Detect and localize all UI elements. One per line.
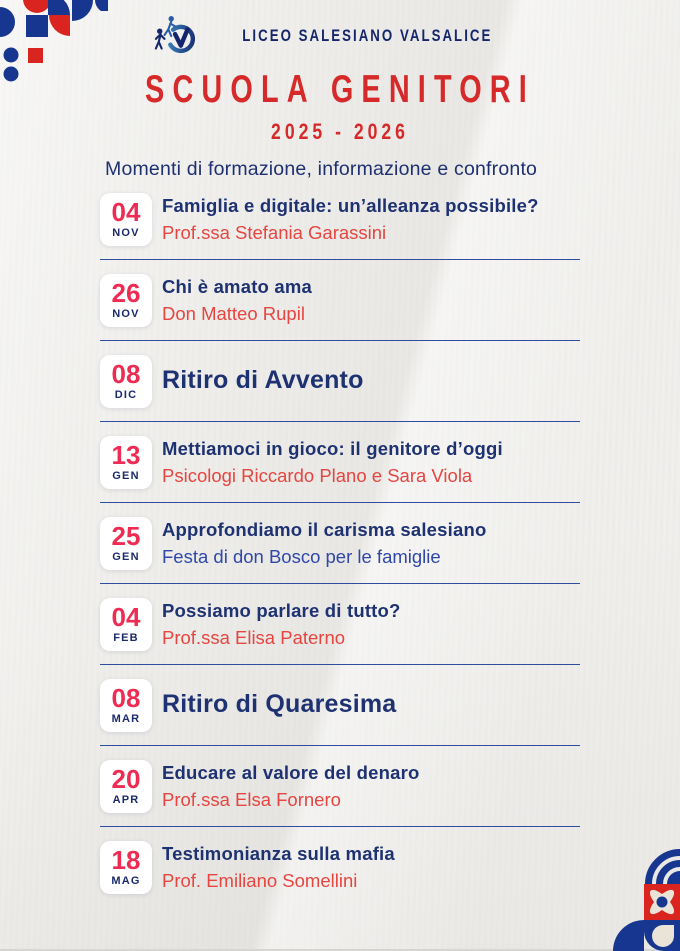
event-date-badge — [100, 679, 152, 732]
event-divider — [100, 583, 580, 584]
event-day: 13 — [111, 440, 141, 470]
event-text — [162, 275, 580, 324]
event-divider — [100, 664, 580, 665]
event-day: 04 — [111, 602, 141, 632]
event-text — [162, 842, 580, 891]
event-title: Ritiro di Quaresima — [162, 690, 397, 719]
brand-row — [0, 14, 680, 58]
event-text — [162, 437, 580, 486]
event-text — [162, 761, 580, 810]
event-speaker: Prof.ssa Elisa Paterno — [162, 626, 346, 648]
event-date-badge — [100, 760, 152, 813]
event-text — [162, 599, 580, 648]
event-title: Famiglia e digitale: un’alleanza possibile? — [162, 195, 539, 217]
event-title: Mettiamoci in gioco: il genitore d’oggi — [162, 438, 503, 460]
event-title: Ritiro di Avvento — [162, 366, 364, 395]
event-day: 20 — [111, 764, 141, 794]
events-list — [100, 188, 580, 898]
event-speaker: Prof.ssa Elsa Fornero — [162, 788, 341, 810]
geometric-corner-pattern-icon — [610, 845, 680, 951]
event-text — [162, 194, 580, 243]
event-month: APR — [112, 794, 140, 806]
event-divider — [100, 259, 580, 260]
event-title: Educare al valore del denaro — [162, 762, 420, 784]
school-logo-climbing-figures-swoosh-icon — [153, 14, 201, 58]
event-divider — [100, 340, 580, 341]
tagline: Momenti di formazione, informazione e confronto — [105, 158, 538, 180]
event-month: MAR — [111, 713, 141, 725]
event-month: MAG — [111, 875, 141, 887]
event-row — [100, 269, 580, 331]
event-day: 26 — [111, 278, 141, 308]
event-row — [100, 674, 580, 736]
event-date-badge — [100, 598, 152, 651]
event-divider — [100, 826, 580, 827]
event-divider — [100, 502, 580, 503]
event-title: Approfondiamo il carisma salesiano — [162, 519, 487, 541]
event-date-badge — [100, 355, 152, 408]
event-row — [100, 350, 580, 412]
event-date-badge — [100, 274, 152, 327]
event-text — [162, 518, 580, 567]
event-day: 18 — [111, 845, 141, 875]
event-row — [100, 593, 580, 655]
event-row — [100, 755, 580, 817]
event-day: 25 — [111, 521, 141, 551]
event-row — [100, 431, 580, 493]
event-title: Chi è amato ama — [162, 276, 313, 298]
event-date-badge — [100, 193, 152, 246]
header — [0, 0, 680, 181]
event-month: FEB — [113, 632, 139, 644]
event-month: NOV — [112, 227, 140, 239]
event-speaker: Don Matteo Rupil — [162, 302, 305, 324]
page-title: SCUOLA GENITORI — [145, 68, 535, 111]
event-title: Testimonianza sulla mafia — [162, 843, 395, 865]
event-month: NOV — [112, 308, 140, 320]
event-day: 04 — [111, 197, 141, 227]
school-years: 2025 - 2026 — [271, 119, 409, 144]
event-speaker: Prof. Emiliano Somellini — [162, 869, 358, 891]
event-row — [100, 188, 580, 250]
event-text — [162, 689, 580, 720]
event-date-badge — [100, 517, 152, 570]
event-speaker: Psicologi Riccardo Plano e Sara Viola — [162, 464, 473, 486]
event-divider — [100, 421, 580, 422]
event-title: Possiamo parlare di tutto? — [162, 600, 401, 622]
event-row — [100, 512, 580, 574]
event-month: GEN — [112, 551, 140, 563]
event-date-badge — [100, 841, 152, 894]
event-date-badge — [100, 436, 152, 489]
event-speaker: Prof.ssa Stefania Garassini — [162, 221, 387, 243]
event-row — [100, 836, 580, 898]
event-month: DIC — [114, 389, 138, 401]
event-day: 08 — [111, 683, 141, 713]
event-day: 08 — [111, 359, 141, 389]
event-text — [162, 365, 580, 396]
event-speaker: Festa di don Bosco per le famiglie — [162, 545, 441, 567]
event-month: GEN — [112, 470, 140, 482]
brand-name: LICEO SALESIANO VALSALICE — [241, 26, 493, 45]
event-divider — [100, 745, 580, 746]
